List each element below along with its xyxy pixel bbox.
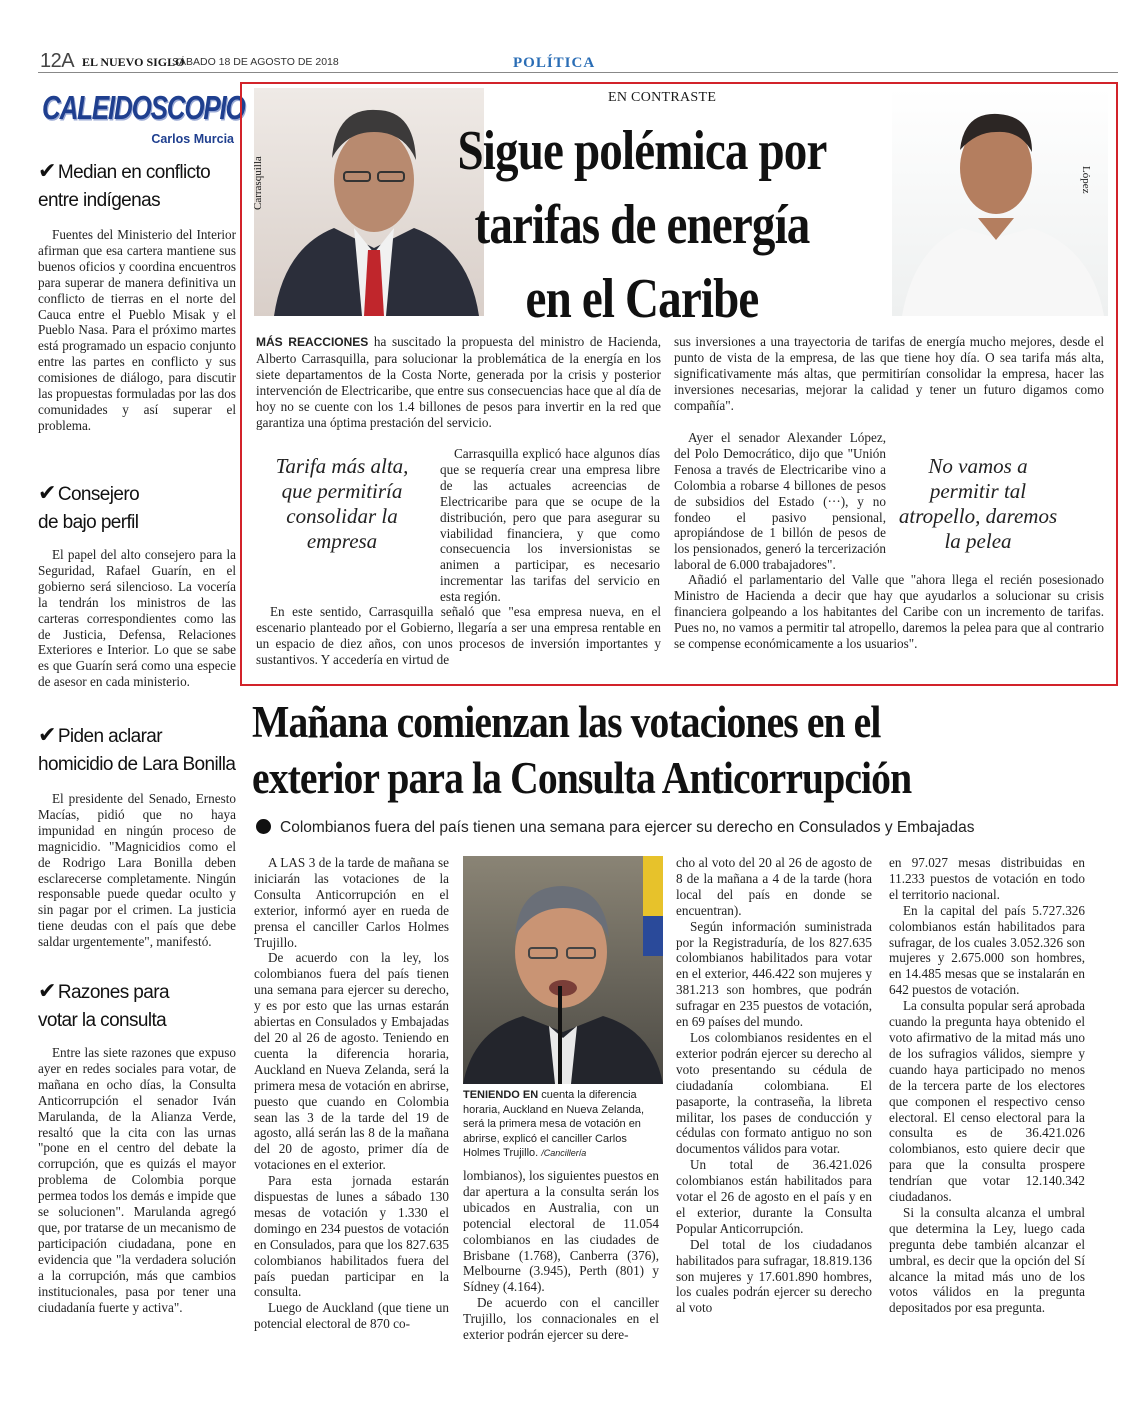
headline-line: Sigue polémica por (457, 120, 827, 182)
sidebar-item-title: Consejero (57, 484, 140, 505)
sidebar-column (38, 80, 245, 1390)
paragraph: Si la consulta alcanza el umbral que determina la Ley, luego cada pregunta debe también alcanzar el umbral, es decir que la opción del Sí alcance la mitad más uno de los votos válidos en la pregunta depositados por esa pregunta. (889, 1204, 1085, 1316)
paragraph: Los colombianos residentes en el exterior podrán ejercer su derecho al voto presentando su cédula de ciudadanía colombiana. El pasaporte, la contraseña, la libreta militar, los pases de conducción y cédulas con formato antiguo no son documentos válidos para votar. (676, 1029, 872, 1157)
portrait-image (463, 856, 663, 1084)
paragraph: Luego de Auckland (que tiene un potencial electoral de 870 co- (254, 1300, 449, 1332)
sidebar-item-title: Piden aclarar (57, 726, 162, 747)
checkmark-icon: ✔ (38, 159, 56, 184)
article-column (254, 855, 449, 1332)
paragraph: Un total de 36.421.026 colombianos están habilitados para votar el 26 de agosto en el país y en el exterior, durante la Consulta Popular Anticorrupción. (676, 1157, 872, 1236)
pull-quote-right: No vamos a permitir tal atropello, daremos la pelea (898, 454, 1058, 553)
paragraph: En este sentido, Carrasquilla señaló que "esa empresa nueva, en el escenario planteado por el Gobierno, llegaría a ser una empresa rentable en un espacio de diez años, con unos procesos de inversión importantes y sustantivos. Y accedería en virtud de (256, 604, 661, 667)
sidebar-item-text: Fuentes del Ministerio del Interior afirman que esa cartera mantiene sus buenos oficios y coordina encuentros para superar de manera definitiva un conflicto de tierras en el norte del Cauca entre el Pueblo Misak y el Pueblo Nasa. Para el próximo martes está programado un espacio conjunto entre las partes en conflicto y sus comisiones de diálogo, para discutir las propuestas formuladas por las dos comunidades y así superar el problema. (38, 227, 236, 433)
lead-in: MÁS REACCIONES (256, 335, 369, 349)
sidebar-item-title: Razones para (57, 982, 169, 1003)
paragraph: Del total de los ciudadanos habilitados para sufragar, 18.819.136 son mujeres y 17.601.890 hombres, los cuales podrán ejercer su derecho al voto (676, 1236, 872, 1316)
sidebar-item-text: El presidente del Senado, Ernesto Macías, pidió que no haya impunidad en ningún proceso de magnicidio. "Magnicidios como el de Rodrigo Lara Bonilla deben esclarecerse completamente. Ningún responsable puede quedar oculto y sin pagar por el crimen. La justicia tiene deudas con el país que debe saldar urgentemente", manifestó. (38, 791, 236, 950)
article-column (440, 446, 660, 605)
paragraph: lombianos), los siguientes puestos en dar apertura a la consulta serán los ubicados en Australia, con un potencial electoral de 11.054 colombianos en las ciudades de Brisbane (1.768), Canberra (376), Melbourne (3.945), Perth (801) y Sídney (4.164). (463, 1168, 659, 1295)
header-rule (38, 72, 1118, 73)
caption-text: cuenta la diferencia horaria, Auckland en Nueva Zelanda, será la primera mesa de votación en abrirse, explicó el canciller Carlos Holmes Trujillo. (463, 1089, 645, 1159)
checkmark-icon: ✔ (38, 481, 56, 506)
issue-date: SÁBADO 18 DE AGOSTO DE 2018 (172, 56, 339, 68)
article-column (676, 855, 872, 1316)
article-kicker: EN CONTRASTE (608, 90, 717, 105)
sidebar-item (38, 480, 236, 690)
subheadline (256, 819, 1116, 837)
headline-line: exterior para la Consulta Anticorrupción (252, 753, 912, 803)
paragraph: ha suscitado la propuesta del ministro de Hacienda, Alberto Carrasquilla, para solucionar la problemática de la energía en los siete departamentos de la Costa Norte, generada por la crisis y posterior intervención de Electricaribe, que entre sus consecuencias hace que al día de hoy no se cuente con los 1.4 billones de pesos para invertir en la red que garantiza una óptima prestación del servicio. (256, 334, 661, 430)
paragraph: Para esta jornada estarán dispuestas de lunes a sábado 130 mesas de votación y 1.330 el domingo en 234 puestos de votación en Consulados, para que los 827.635 colombianos habilitados fuera del país puedan participar en la consulta. (254, 1173, 449, 1300)
photo-label-right: López (1080, 166, 1092, 194)
article-column (674, 334, 1104, 414)
paragraph: sus inversiones a una trayectoria de tarifas de energía mucho mejores, desde el punto de vista de la empresa, de las que tiene hoy día. O sea tarifa más alta, significativamente más altas, que permitirían consolidar la empresa, hacer las inversiones necesarias, mejorar la calidad y tener un futuro digamos como compañía". (674, 334, 1104, 413)
portrait-image (892, 88, 1108, 316)
pull-quote-left: Tarifa más alta, que permitiría consolidar la empresa (275, 454, 409, 553)
consulta-headline (252, 694, 1009, 806)
paragraph: Ayer el senador Alexander López, del Polo Democrático, dijo que "Unión Fenosa a través de Electricaribe vino a Colombia a robarse 4 billones de pesos de subsidios del Estado (···), y no fondeo el pasivo pensional, apropiándose de 1 billón de pesos de los pensionados, generó la tercerización laboral de 6.000 trabajadores". (674, 430, 886, 573)
page-number: 12A (40, 50, 75, 72)
checkmark-icon: ✔ (38, 723, 56, 748)
lopez-photo (892, 88, 1108, 316)
sidebar-item-title: de bajo perfil (38, 512, 139, 533)
headline-line: tarifas de energía (474, 194, 810, 256)
sidebar-item-title: Median en conflicto (57, 162, 211, 183)
paragraph: cho al voto del 20 al 26 de agosto de 8 de la mañana a 4 de la tarde (hora local del país en donde se encuentran). (676, 855, 872, 918)
sidebar-item-title: entre indígenas (38, 190, 160, 211)
article-column (674, 430, 886, 573)
article-column (256, 334, 661, 430)
publication-name: EL NUEVO SIGLO (82, 55, 185, 69)
caption-credit: /Cancillería (541, 1148, 587, 1158)
headline-line: Mañana comienzan las votaciones en el (252, 697, 881, 747)
article-headline (432, 114, 852, 336)
headline-line: en el Caribe (525, 268, 759, 330)
paragraph: Según información suministrada por la Registraduría, de los 827.635 colombianos habilitados para votar en el exterior, 446.422 son mujeres y 381.213 son hombres, que podrán sufragar en 235 puestos de votación, en 69 países del mundo. (676, 918, 872, 1030)
checkmark-icon: ✔ (38, 979, 56, 1004)
paragraph: De acuerdo con el canciller Trujillo, los connacionales en el exterior podrán ejercer su dere- (463, 1295, 659, 1343)
sidebar-author: Carlos Murcia (151, 132, 234, 146)
sidebar-logo: CALEIDOSCOPIO (42, 88, 245, 127)
paragraph: en 97.027 mesas distribuidas en 11.233 puestos de votación en todo el territorio nacional. (889, 855, 1085, 902)
paragraph: Carrasquilla explicó hace algunos días que se requería crear una empresa libre de las actuales acreencias de Electricaribe para que se ocupe de la distribución, pero que para asegurar su viabilidad financiera, y que como consecuencia los inversionistas se animen a participar, es necesario incrementar las tarifas del servicio en esta región. (440, 446, 660, 605)
energy-article-box (240, 82, 1118, 686)
sidebar-item-title: votar la consulta (38, 1010, 167, 1031)
sidebar-item-text: El papel del alto consejero para la Seguridad, Rafael Guarín, en el gobierno será silencioso. La vocería la tendrán los ministros de las carteras correspondientes como las de Justicia, Defensa, Relaciones Exteriores e Interior. Lo que se sabe es que Guarín será como una especie de asesor en cada ministerio. (38, 547, 236, 690)
article-column (889, 855, 1085, 1316)
trujillo-photo (463, 856, 663, 1084)
sidebar-item (38, 722, 236, 950)
sidebar-item (38, 158, 236, 434)
paragraph: A LAS 3 de la tarde de mañana se iniciarán las votaciones de la Consulta Anticorrupción en el exterior, informó ayer en rueda de prensa el canciller Carlos Holmes Trujillo. (254, 855, 449, 950)
sidebar-item (38, 978, 236, 1315)
subheadline-text: Colombianos fuera del país tienen una semana para ejercer su derecho en Consulados y Embajadas (280, 819, 975, 836)
paragraph: En la capital del país 5.727.326 colombianos están habilitados para sufragar, de los cuales 3.052.326 son mujeres y 2.675.000 son hombres, en 14.485 mesas que se instalarán en 642 puestos de votación. (889, 902, 1085, 998)
paragraph: Añadió el parlamentario del Valle que "ahora llega el recién posesionado Ministro de Hacienda a decir que hay que ayudarlos a solucionar su crisis financiera golpeando a los habitantes del Caribe con un incremento de tarifas. Pues no, no vamos a permitir tal atropello, daremos la pelea para que al contrario se compense económicamente a los usuarios". (674, 572, 1104, 651)
article-column (256, 604, 661, 668)
article-column (463, 1168, 659, 1343)
bullet-icon (256, 819, 271, 834)
sidebar-item-text: Entre las siete razones que expuso ayer en redes sociales para votar, de mañana en ocho días, la Consulta Anticorrupción el senador Iván Marulanda, de la Alianza Verde, resaltó que la cita con las urnas "pone en el centro del debate la corrupción, que es quizás el mayor problema de Colombia porque permea todos los demás e impide que se solucionen". Marulanda agregó que, por tratarse de un mecanismo de participación ciudadana, pone en evidencia que "la verdadera solución a la corrupción, más que cambios institucionales, pasa por tener una ciudadanía fuerte y activa". (38, 1045, 236, 1315)
article-column (674, 572, 1104, 652)
caption-lead: TENIENDO EN (463, 1089, 539, 1101)
photo-caption (463, 1088, 663, 1161)
photo-label-left: Carrasquilla (252, 156, 264, 210)
paragraph: La consulta popular será aprobada cuando la pregunta haya obtenido el voto afirmativo de la mitad más uno de los sufragios válidos, siempre y cuando haya participado no menos de la tercera parte de los electores que componen el respectivo censo electoral. El censo electoral para la consulta es de 36.421.026 colombianos, esto quiere decir que para que la consulta prospere tendrían que votar 12.140.342 ciudadanos. (889, 998, 1085, 1205)
section-label: POLÍTICA (513, 55, 596, 71)
sidebar-item-title: homicidio de Lara Bonilla (38, 754, 236, 775)
paragraph: De acuerdo con la ley, los colombianos fuera del país tienen una semana para ejercer su derecho, y es por esto que las urnas estarán abiertas en Consulados y Embajadas del 20 al 26 de agosto. Teniendo en cuenta la diferencia horaria, Auckland en Nueva Zelanda, será la primera mesa de votación en abrirse, puesto que cuando en Colombia sean las 3 de la tarde del 19 de agosto, allá serán las 8 de la mañana del 20 de agosto, primer día de votaciones en el exterior. (254, 950, 449, 1173)
